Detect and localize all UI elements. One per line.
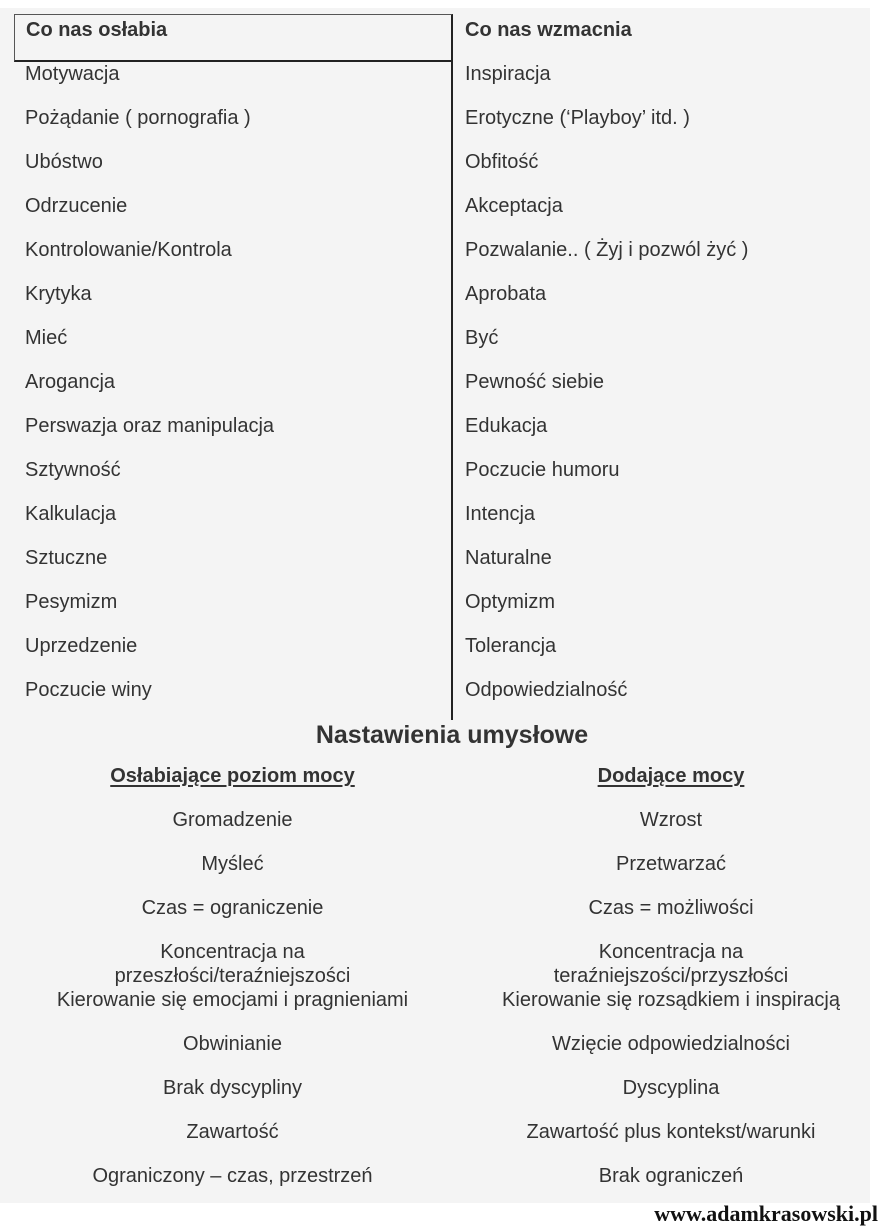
mindsets-strengthening-header: Dodające mocy: [597, 765, 745, 787]
weakening-item: Sztuczne: [25, 547, 108, 569]
mindset-weakening-item: Myśleć: [201, 853, 264, 875]
strengthening-item: Poczucie humoru: [465, 459, 620, 481]
mindset-strengthening-item: Koncentracja na teraźniejszości/przyszłości Kierowanie się rozsądkiem i inspiracją: [502, 941, 840, 1011]
mindset-strengthening-item: Zawartość plus kontekst/warunki: [526, 1121, 816, 1143]
mindset-weakening-item: Koncentracja na przeszłości/teraźniejszości Kierowanie się emocjami i pragnieniami: [56, 941, 409, 1011]
strengthening-item: Edukacja: [465, 415, 548, 437]
weakening-item: Pożądanie ( pornografia ): [25, 107, 251, 129]
mindset-strengthening-item: Wzięcie odpowiedzialności: [552, 1033, 790, 1055]
strengthening-item: Pozwalanie.. ( Żyj i pozwól żyć ): [465, 239, 749, 261]
strengthening-item: Optymizm: [465, 591, 555, 613]
strengthening-item: Intencja: [465, 503, 536, 525]
mindset-weakening-item: Czas = ograniczenie: [141, 897, 324, 919]
strengthening-item: Akceptacja: [465, 195, 563, 217]
strengthening-item: Pewność siebie: [465, 371, 604, 393]
mindset-weakening-item: Brak dyscypliny: [163, 1077, 302, 1099]
table-header-left: Co nas osłabia: [26, 19, 168, 41]
website-watermark: www.adamkrasowski.pl: [654, 1201, 878, 1226]
weakening-item: Motywacja: [25, 63, 120, 85]
strengthening-item: Odpowiedzialność: [465, 679, 628, 701]
strengthening-item: Być: [465, 327, 499, 349]
mindset-weakening-item: Zawartość: [186, 1121, 279, 1143]
mindsets-weakening-column: [20, 760, 445, 1200]
weakening-item: Perswazja oraz manipulacja: [25, 415, 275, 437]
weakening-item: Ubóstwo: [25, 151, 103, 173]
weakening-item: Mieć: [25, 327, 68, 349]
strengthening-item: Tolerancja: [465, 635, 557, 657]
mindsets-strengthening-column: [455, 760, 884, 1200]
table-column-divider: [451, 62, 453, 720]
strengthening-item: Naturalne: [465, 547, 552, 569]
strengthening-item: Obfitość: [465, 151, 539, 173]
weakening-item: Kontrolowanie/Kontrola: [25, 239, 232, 261]
mindset-strengthening-item: Czas = możliwości: [588, 897, 754, 919]
section-title: Nastawienia umysłowe: [315, 721, 589, 749]
weakening-item: Arogancja: [25, 371, 116, 393]
mindset-strengthening-item: Brak ograniczeń: [598, 1165, 744, 1187]
weakening-item: Sztywność: [25, 459, 121, 481]
mindset-weakening-item: Ograniczony – czas, przestrzeń: [92, 1165, 373, 1187]
weakening-item: Kalkulacja: [25, 503, 117, 525]
mindsets-weakening-header: Osłabiające poziom mocy: [110, 765, 355, 787]
mindset-weakening-item: Obwinianie: [183, 1033, 282, 1055]
weakening-item: Uprzedzenie: [25, 635, 138, 657]
weakening-item: Krytyka: [25, 283, 92, 305]
weakening-item: Poczucie winy: [25, 679, 152, 701]
weakening-item: Pesymizm: [25, 591, 118, 613]
strengthening-list: [465, 52, 748, 712]
mindsets-weakening-list: [20, 800, 445, 1200]
mindset-weakening-item: Gromadzenie: [172, 809, 293, 831]
strengthening-item: Aprobata: [465, 283, 547, 305]
strengthening-item: Inspiracja: [465, 63, 551, 85]
mindset-strengthening-item: Przetwarzać: [615, 853, 727, 875]
weakening-item: Odrzucenie: [25, 195, 128, 217]
strengthening-item: Erotyczne (‘Playboy’ itd. ): [465, 107, 690, 129]
table-header-right: Co nas wzmacnia: [465, 19, 632, 41]
weakening-list: [25, 52, 274, 712]
mindset-strengthening-item: Dyscyplina: [622, 1077, 720, 1099]
mindsets-strengthening-list: [455, 800, 884, 1200]
mindset-strengthening-item: Wzrost: [639, 809, 703, 831]
